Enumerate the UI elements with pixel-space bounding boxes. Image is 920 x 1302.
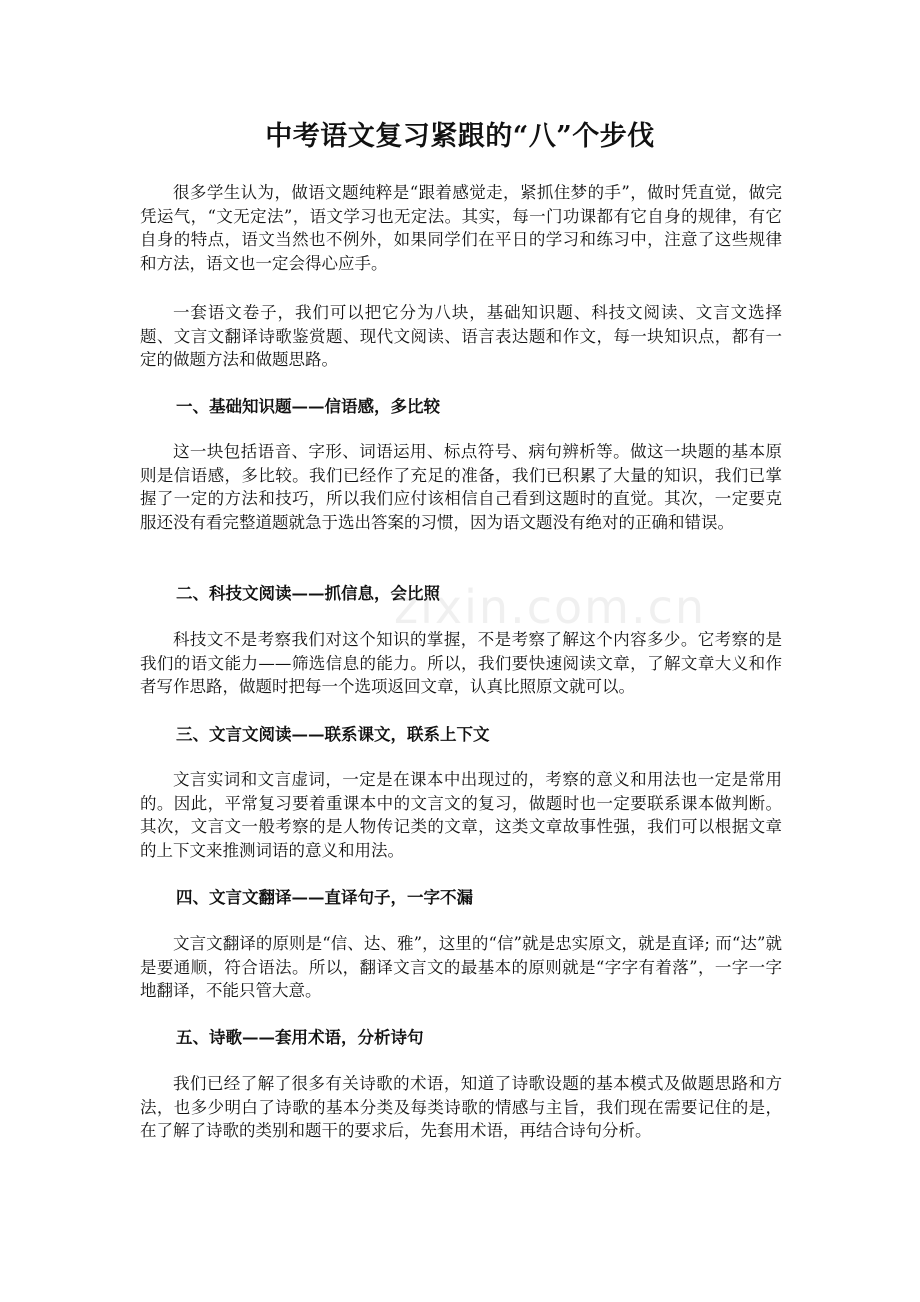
intro-paragraph-1: 很多学生认为，做语文题纯粹是“跟着感觉走，紧抓住梦的手”，做时凭直觉，做完凭运气，“文无定法”，语文学习也无定法。其实，每一门功课都有它自身的规律，有它自身的特点，语文当然也不例外，如果同学们在平日的学习和练习中，注意了这些规律和方法，语文也一定会得心应手。 [140, 183, 782, 273]
section-body-3: 文言实词和文言虚词，一定是在课本中出现过的，考察的意义和用法也一定是常用的。因此，平常复习要着重课本中的文言文的复习，做题时也一定要联系课本做判断。其次，文言文一般考察的是人物传记类的文章，这类文章故事性强，我们可以根据文章的上下文来推测词语的意义和用法。 [140, 770, 782, 860]
section-heading-4: 四、文言文翻译——直译句子，一字不漏 [176, 888, 473, 907]
section-body-4: 文言文翻译的原则是“信、达、雅”，这里的“信”就是忠实原文，就是直译; 而“达”就是要通顺，符合语法。所以，翻译文言文的最基本的原则就是“字字有着落”，一字一字地翻译，不能只管大意。 [140, 934, 782, 1000]
section-heading-2: 二、科技文阅读——抓信息，会比照 [176, 584, 440, 603]
section-body-1: 这一块包括语音、字形、词语运用、标点符号、病句辨析等。做这一块题的基本原则是信语感，多比较。我们已经作了充足的准备，我们已积累了大量的知识，我们已掌握了一定的方法和技巧，所以我们应付该相信自己看到这题时的直觉。其次，一定要克服还没有看完整道题就急于选出答案的习惯，因为语文题没有绝对的正确和错误。 [140, 442, 782, 532]
section-heading-3: 三、文言文阅读——联系课文，联系上下文 [176, 725, 490, 744]
section-body-5: 我们已经了解了很多有关诗歌的术语，知道了诗歌设题的基本模式及做题思路和方法，也多少明白了诗歌的基本分类及每类诗歌的情感与主旨，我们现在需要记住的是，在了解了诗歌的类别和题干的要求后，先套用术语，再结合诗句分析。 [140, 1074, 782, 1140]
watermark: zixin.com.cn [394, 580, 707, 634]
section-heading-1: 一、基础知识题——信语感，多比较 [176, 397, 440, 416]
document-title: 中考语文复习紧跟的“八”个步伐 [265, 121, 655, 152]
intro-paragraph-2: 一套语文卷子，我们可以把它分为八块，基础知识题、科技文阅读、文言文选择题、文言文翻译诗歌鉴赏题、现代文阅读、语言表达题和作文，每一块知识点，都有一定的做题方法和做题思路。 [140, 303, 782, 369]
section-heading-5: 五、诗歌——套用术语，分析诗句 [176, 1028, 424, 1047]
section-body-2: 科技文不是考察我们对这个知识的掌握，不是考察了解这个内容多少。它考察的是我们的语文能力——筛选信息的能力。所以，我们要快速阅读文章，了解文章大义和作者写作思路，做题时把每一个选项返回文章，认真比照原文就可以。 [140, 630, 782, 696]
